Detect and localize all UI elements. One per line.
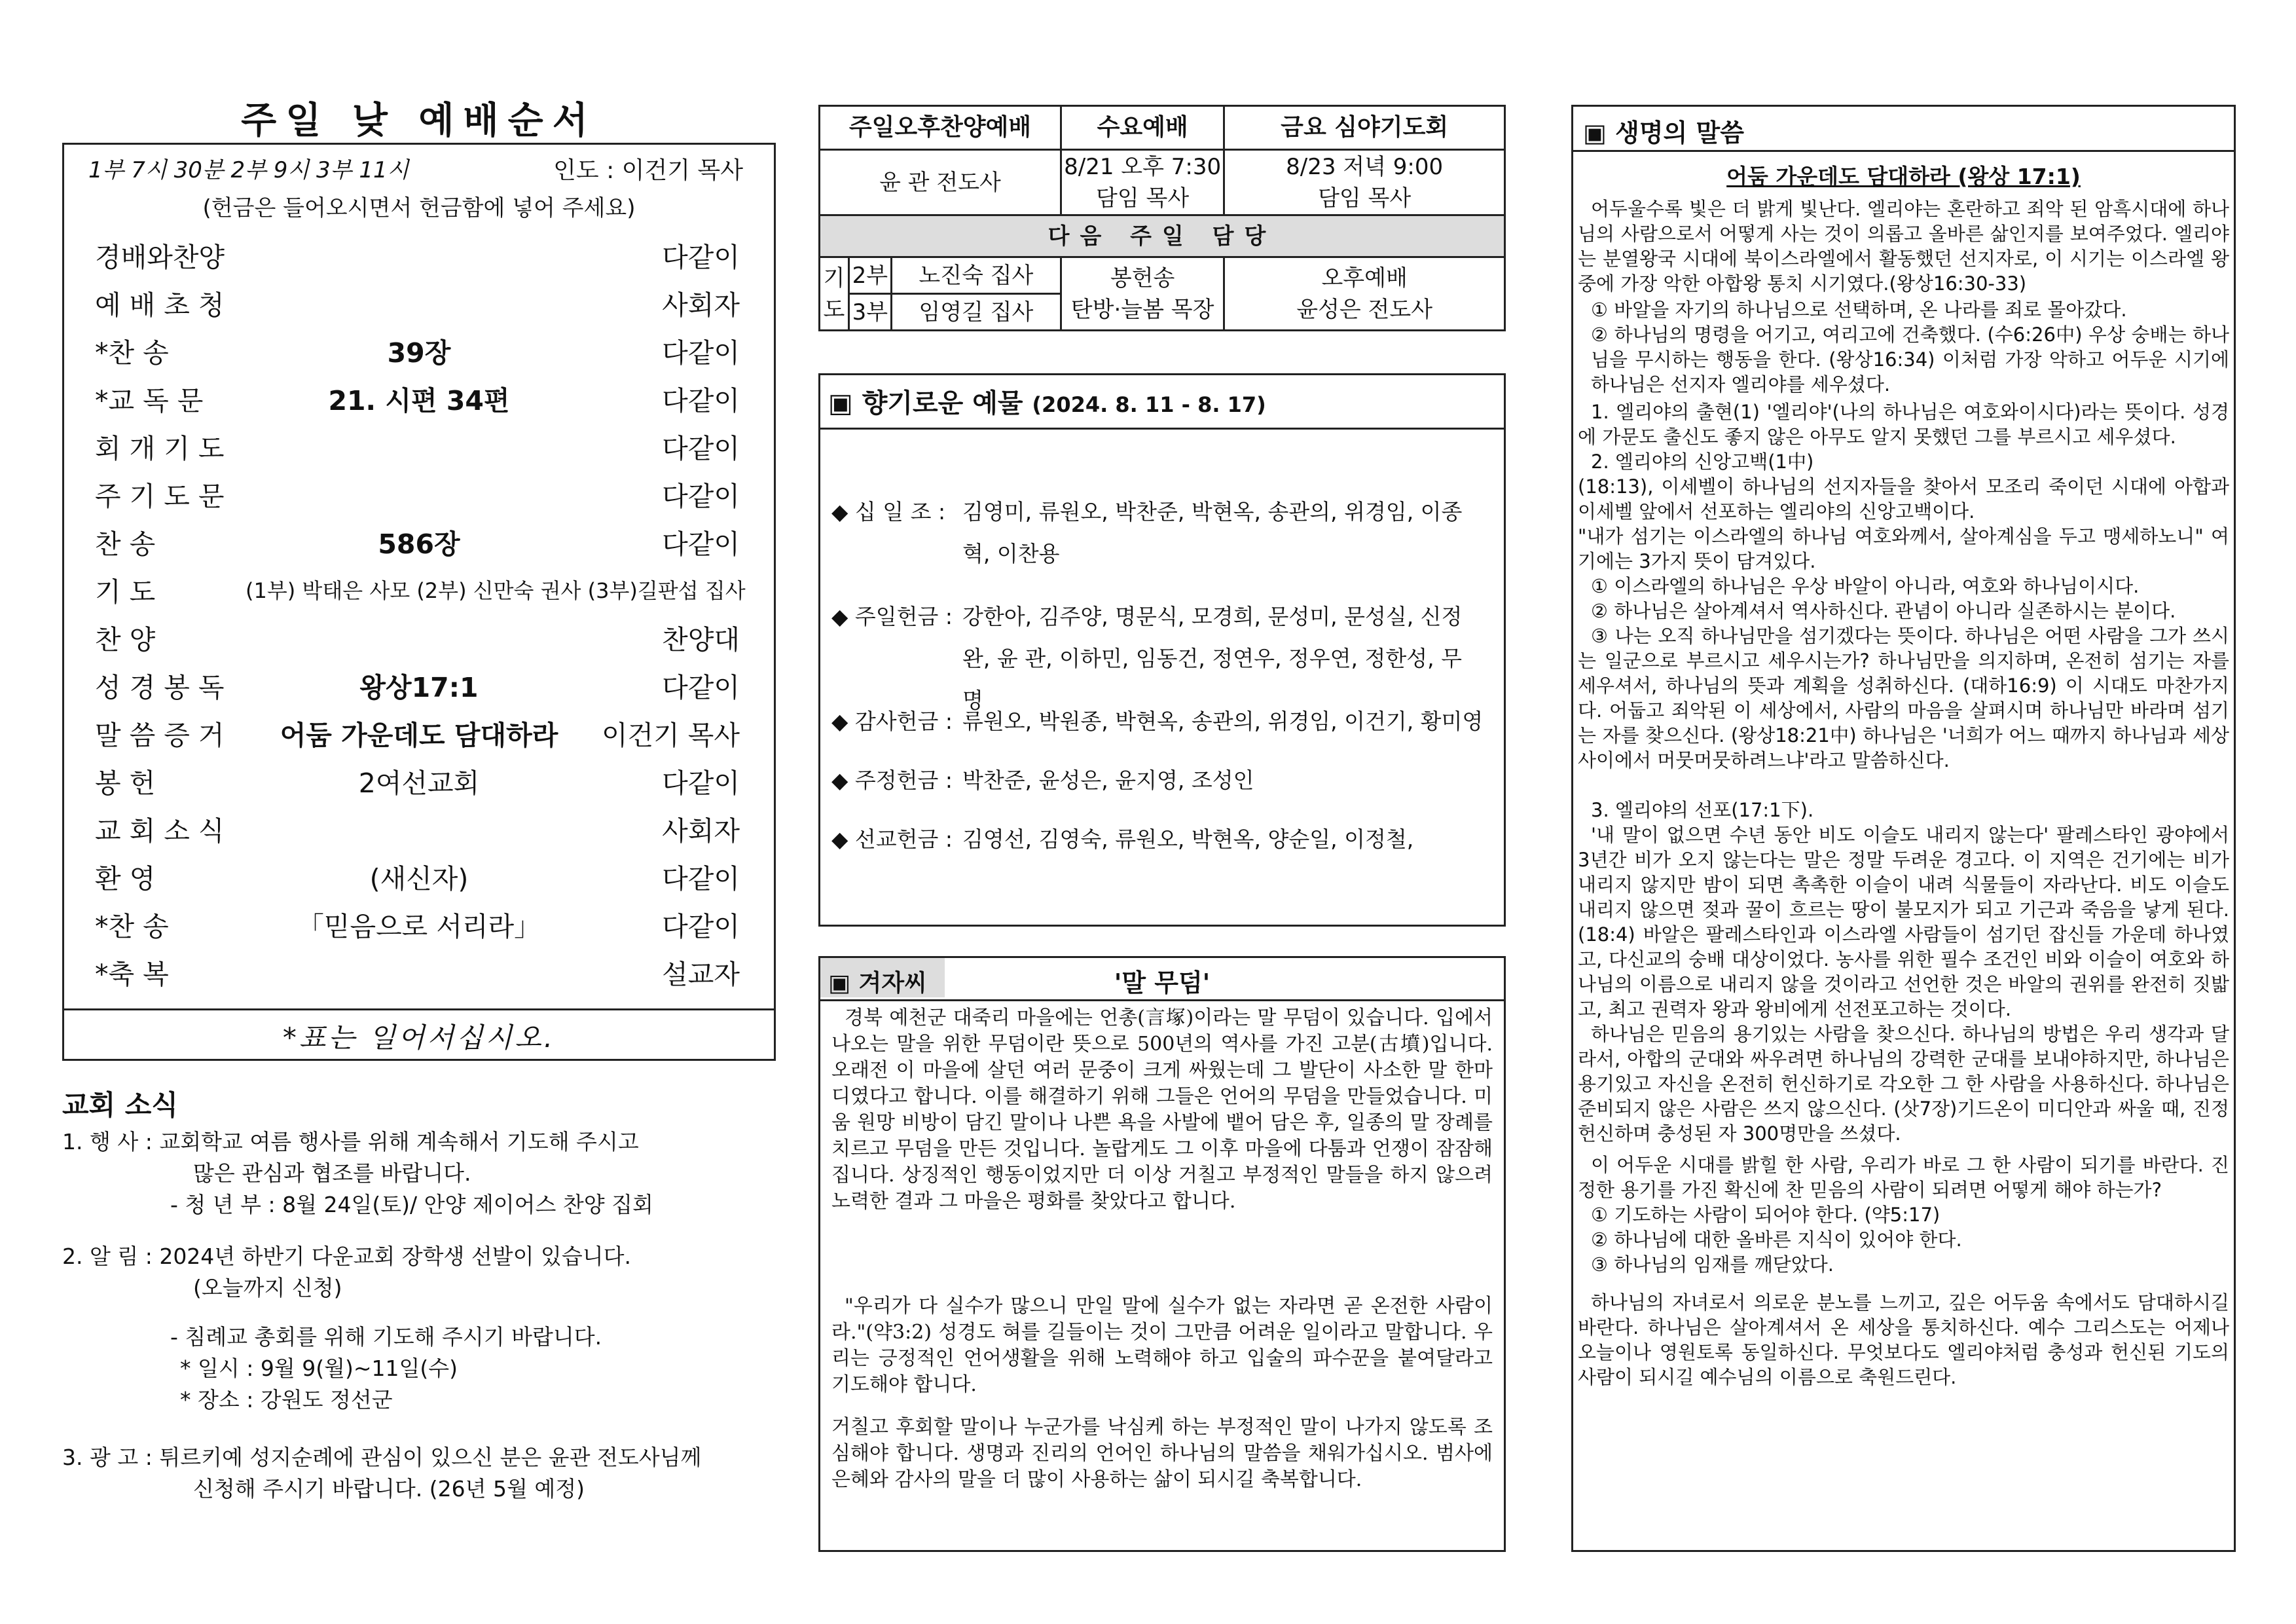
part-3-name: 임영길 집사 xyxy=(891,294,1061,331)
offering-type: ◆ 주일헌금 : xyxy=(831,604,953,629)
order-label: *축 복 xyxy=(95,959,169,990)
order-performer: 다같이 xyxy=(662,863,740,895)
church-news-title: 교회 소식 xyxy=(62,1089,178,1121)
sermon-paragraph: "내가 섬기는 이스라엘의 하나님 여호와께서, 살아계심을 두고 맹세하노니" 여기에는 3가지 뜻이 담겨있다. xyxy=(1578,525,2229,572)
order-row xyxy=(62,523,776,568)
order-performer: 사회자 xyxy=(662,815,740,847)
news-item: 많은 관심과 협조를 바랍니다. xyxy=(193,1160,471,1186)
divider xyxy=(818,999,1506,1001)
order-content: 2여선교회 xyxy=(358,767,480,799)
order-performer: 다같이 xyxy=(662,433,740,464)
wednesday-header: 수요예배 xyxy=(1061,106,1224,150)
order-label: 말 씀 증 거 xyxy=(95,720,225,751)
order-row xyxy=(62,953,776,999)
sermon-paragraph: 2. 엘리야의 신앙고백(1中) xyxy=(1591,451,1814,473)
order-label: 환 영 xyxy=(95,863,156,895)
afternoon-leader: 윤성은 전도사 xyxy=(1296,296,1433,323)
order-performer: 다같이 xyxy=(662,767,740,799)
offering-names: 박찬준, 윤성은, 윤지영, 조성인 xyxy=(962,767,1254,793)
offering-type: ◆ 감사헌금 : xyxy=(831,709,953,734)
order-row xyxy=(62,236,776,282)
offerings-period: (2024. 8. 11 - 8. 17) xyxy=(1032,392,1266,417)
mustard-seed-paragraph: 경북 예천군 대죽리 마을에는 언총(言塚)이라는 말 무덤이 있습니다. 입에서 나오는 말을 위한 무덤이란 뜻으로 500년의 역사를 가진 고분(古墳)입니다. 오래전 이 마을에 살던 여러 문중이 크게 싸웠는데 그 발단이 사소한 말 한마디였다고 합니다. 이를 해결하기 위해 그들은 언어의 무덤을 만들었습니다. 미움 원망 비방이 담긴 말이나 나쁜 욕을 사발에 뱉어 담은 후, 일종의 말 장례를 치르고 무덤을 만든 것입니다. 놀랍게도 그 이후 마을에 다툼과 언쟁이 잠잠해집니다. 상징적인 행동이었지만 더 이상 거칠고 부정적인 말들을 하지 않으려 노력한 결과 그 마을은 평화를 찾았다고 합니다. xyxy=(831,1006,1493,1213)
order-performer: 설교자 xyxy=(662,959,740,990)
order-label: 봉 헌 xyxy=(95,767,156,799)
order-performer: 다같이 xyxy=(662,528,740,560)
order-label: *찬 송 xyxy=(95,911,169,942)
sermon-paragraph: 1. 엘리야의 출현(1) '엘리야'(나의 하나님은 여호와이시다)라는 뜻이다. 성경에 가문도 출신도 좋지 않은 아무도 알지 못했던 그를 부르시고 세우셨다. xyxy=(1578,401,2229,448)
order-label: 경배와찬양 xyxy=(95,242,225,273)
news-item: 2. 알 림 : 2024년 하반기 다운교회 장학생 선발이 있습니다. xyxy=(62,1244,632,1269)
order-label: 예 배 초 청 xyxy=(95,289,225,321)
order-row xyxy=(62,475,776,521)
sermon-paragraph: ② 하나님에 대한 올바른 지식이 있어야 한다. xyxy=(1591,1228,1962,1251)
news-item: * 장소 : 강원도 정선군 xyxy=(180,1387,393,1412)
sermon-paragraph: 이 어두운 시대를 밝힐 한 사람, 우리가 바로 그 한 사람이 되기를 바란다. 진정한 용기를 가진 확신에 찬 믿음의 사람이 되려면 어떻게 해야 하는가? xyxy=(1578,1154,2229,1201)
order-row xyxy=(62,618,776,664)
order-performer: 다같이 xyxy=(662,481,740,512)
order-row xyxy=(62,379,776,425)
offering-type: ◆ 선교헌금 : xyxy=(831,826,953,852)
order-label: 찬 양 xyxy=(95,624,156,655)
order-row xyxy=(62,714,776,760)
news-item: (오늘까지 신청) xyxy=(193,1275,342,1301)
order-performer: 다같이 xyxy=(662,911,740,942)
news-item: 신청해 주시기 바랍니다. (26년 5월 예정) xyxy=(193,1476,585,1502)
order-row xyxy=(62,809,776,855)
sermon-paragraph: 3. 엘리야의 선포(17:1下). xyxy=(1591,799,1814,821)
prayer-label-1: 기 xyxy=(823,265,845,291)
offering-names: 류원오, 박원종, 박현옥, 송관의, 위경임, 이건기, 황미영 xyxy=(962,709,1484,734)
mustard-seed-title: '말 무덤' xyxy=(1114,969,1211,997)
order-label: 기 도 xyxy=(95,576,156,608)
news-item: - 침례교 총회를 위해 기도해 주시기 바랍니다. xyxy=(170,1324,602,1350)
offering-song-cell xyxy=(1061,257,1224,331)
service-leader: 인도 : 이건기 목사 xyxy=(553,157,743,184)
order-label: 성 경 봉 독 xyxy=(95,672,225,703)
mustard-seed-paragraph: 거칠고 후회할 말이나 누군가를 낙심케 하는 부정적인 말이 나가지 않도록 조심해야 합니다. 생명과 진리의 언어인 하나님의 말씀을 채워가십시오. 범사에 은혜와 감사의 말을 더 많이 사용하는 삶이 되시길 축복합니다. xyxy=(831,1416,1493,1491)
afternoon-cell xyxy=(1224,257,1505,331)
order-content: 「믿음으로 서리라」 xyxy=(297,911,541,942)
friday-time: 8/23 저녁 9:00 xyxy=(1286,153,1444,180)
order-performer: 이건기 목사 xyxy=(601,720,740,751)
friday-info xyxy=(1224,150,1505,215)
friday-header: 금요 심야기도회 xyxy=(1224,106,1505,150)
order-row xyxy=(62,905,776,951)
friday-leader: 담임 목사 xyxy=(1318,185,1412,212)
sermon-heading: 어둠 가운데도 담대하라 (왕상 17:1) xyxy=(1726,164,2081,189)
order-performer: 사회자 xyxy=(662,289,740,321)
prayer-cell xyxy=(820,257,849,331)
order-content: 586장 xyxy=(378,528,460,560)
sermon-paragraph: ② 하나님의 명령을 어기고, 여리고에 건축했다. (수6:26中) 우상 숭배는 하나님을 무시하는 행동을 한다. (왕상16:34) 이처럼 가장 악하고 어두운 시기에 하나님은 선지자 엘리야를 세우셨다. xyxy=(1591,323,2229,396)
offering-song-label: 봉헌송 xyxy=(1110,265,1175,291)
part-2-name: 노진숙 집사 xyxy=(891,257,1061,294)
offerings-title: ▣ 향기로운 예물 xyxy=(828,388,1023,418)
sunday-afternoon-leader: 윤 관 전도사 xyxy=(820,150,1061,215)
news-item: - 청 년 부 : 8월 24일(토)/ 안양 제이어스 찬양 집회 xyxy=(170,1192,653,1217)
offering-names: 김영미, 류원오, 박찬준, 박현옥, 송관의, 위경임, 이종혁, 이찬용 xyxy=(962,499,1463,566)
offering-song-group: 탄방·늘봄 목장 xyxy=(1070,296,1214,323)
news-item: 1. 행 사 : 교회학교 여름 행사를 위해 계속해서 기도해 주시고 xyxy=(62,1129,639,1154)
sermon-paragraph: ① 기도하는 사람이 되어야 한다. (약5:17) xyxy=(1591,1204,1941,1226)
news-item: 3. 광 고 : 튀르키예 성지순례에 관심이 있으신 분은 윤관 전도사님께 xyxy=(62,1445,702,1470)
offering-type: ◆ 십 일 조 : xyxy=(831,499,946,525)
sermon-paragraph: 하나님의 자녀로서 의로운 분노를 느끼고, 깊은 어두움 속에서도 담대하시길 바란다. 하나님은 살아계셔서 온 세상을 통치하신다. 예수 그리스도는 어제나 오늘이나 영원토록 동일하신다. 무엇보다도 엘리야처럼 충성과 헌신된 기도의 사람이 되시길 예수님의 이름으로 축원드린다. xyxy=(1578,1291,2229,1388)
offerings-header xyxy=(818,373,1506,430)
offering-type: ◆ 주정헌금 : xyxy=(831,767,953,793)
order-performer: 다같이 xyxy=(662,242,740,273)
order-label: *교 독 문 xyxy=(95,385,204,416)
order-label: 교 회 소 식 xyxy=(95,815,225,847)
divider xyxy=(62,1008,776,1010)
sermon-paragraph: ① 이스라엘의 하나님은 우상 바알이 아니라, 여호와 하나님이시다. xyxy=(1591,575,2140,597)
order-content: 왕상17:1 xyxy=(359,672,479,703)
order-row xyxy=(62,666,776,712)
sermon-paragraph: (18:13), 이세벨이 하나님의 선지자들을 찾아서 모조리 죽이던 시대에 아합과 이세벨 앞에서 선포하는 엘리야의 신앙고백이다. xyxy=(1578,475,2229,523)
mustard-seed-tag: ▣ 겨자씨 xyxy=(820,958,945,997)
sermon-paragraph: ② 하나님은 살아계셔서 역사하신다. 관념이 아니라 실존하시는 분이다. xyxy=(1591,600,2176,622)
wednesday-time: 8/21 오후 7:30 xyxy=(1064,153,1222,180)
offering-names: 강한아, 김주양, 명문식, 모경희, 문성미, 문성실, 신정완, 윤 관, 이하민, 임동건, 정연우, 정우연, 정한성, 무 명 xyxy=(962,604,1463,713)
sermon-paragraph: ① 바알을 자기의 하나님으로 선택하며, 온 나라를 죄로 몰아갔다. xyxy=(1591,299,2127,321)
sermon-title: 어둠 가운데도 담대하라 xyxy=(280,720,558,751)
order-row xyxy=(62,570,776,616)
schedule-table xyxy=(818,105,1506,331)
afternoon-label: 오후예배 xyxy=(1321,265,1408,291)
order-performer: 찬양대 xyxy=(662,624,740,655)
next-week-header: 다음 주일 담당 xyxy=(820,215,1505,257)
order-content: 21. 시편 34편 xyxy=(328,385,510,416)
sermon-paragraph: '내 말이 없으면 수년 동안 비도 이슬도 내리지 않는다' 팔레스타인 광야에서 3년간 비가 오지 않는다는 말은 정말 두려운 경고다. 이 지역은 건기에는 비가 내리지 않지만 밤이 되면 촉촉한 이슬이 내려 식물들이 자라난다. 비도 이슬도 내리지 않으면 젖과 꿀이 흐르는 땅이 불모지가 되고 기근과 죽음을 낳게 된다. (18:4) 바알은 팔레스타인과 이스라엘 사람들이 섬기던 잡신들 가운데 하나였고, 다신교의 숭배 대상이었다. 농사를 위한 필수 조건인 비와 이슬이 여호와 하나님의 이름으로 내리지 않을 것이라고 선언한 것은 바알의 권위를 완전히 짓밟고, 최고 권력자 왕과 왕비에게 선전포고하는 것이다. xyxy=(1578,824,2229,1020)
order-label: 회 개 기 도 xyxy=(95,433,225,464)
sermon-paragraph: ③ 나는 오직 하나님만을 섬기겠다는 뜻이다. 하나님은 어떤 사람을 그가 쓰시는 일군으로 부르시고 세우시는가? 하나님만을 의지하며, 온전히 섬기는 자를 세우셔서, 하나님의 뜻과 계획을 성취하신다. (대하16:9) 이 시대도 마찬가지다. 어둡고 죄악된 이 세상에서, 사람의 마음을 살펴시며 하나님만 바라며 섬기는 자를 찾으신다. (왕상18:21中) 하나님은 '너희가 어느 때까지 하나님과 세상 사이에서 머뭇머뭇하려느냐'라고 말씀하신다. xyxy=(1578,625,2229,771)
standing-note: *표는 일어서십시오. xyxy=(282,1022,556,1054)
prayer-leaders: (1부) 박태은 사모 (2부) 신만숙 권사 (3부)길판섭 집사 xyxy=(246,578,746,603)
mustard-seed-paragraph: "우리가 다 실수가 많으니 만일 말에 실수가 없는 자라면 곧 온전한 사람이라."(약3:2) 성경도 혀를 길들이는 것이 그만큼 어려운 일이라고 말합니다. 우리는 긍정적인 언어생활을 위해 노력해야 하고 입술의 파수꾼을 붙여달라고 기도해야 합니다. xyxy=(831,1295,1493,1396)
sunday-afternoon-header: 주일오후찬양예배 xyxy=(820,106,1061,150)
part-2: 2부 xyxy=(848,257,891,294)
wednesday-leader: 담임 목사 xyxy=(1096,185,1190,212)
prayer-label-2: 도 xyxy=(823,296,845,323)
order-performer: 다같이 xyxy=(662,385,740,416)
offering-names: 김영선, 김영숙, 류원오, 박현옥, 양순일, 이정철, xyxy=(962,826,1414,852)
order-row xyxy=(62,331,776,377)
order-row xyxy=(62,427,776,473)
order-content: 39장 xyxy=(387,337,451,369)
offering-note: (헌금은 들어오시면서 헌금함에 넣어 주세요) xyxy=(202,195,636,221)
service-times: 1부 7시 30분 2부 9시 3부 11시 xyxy=(88,157,409,183)
wednesday-info xyxy=(1061,150,1224,215)
part-3: 3부 xyxy=(848,294,891,331)
worship-order-title: 주일 낮 예배순서 xyxy=(241,100,597,142)
news-item: * 일시 : 9월 9(월)~11일(수) xyxy=(180,1356,458,1381)
order-row xyxy=(62,857,776,903)
order-row xyxy=(62,284,776,329)
order-performer: 다같이 xyxy=(662,337,740,369)
word-of-life-header: ▣ 생명의 말씀 xyxy=(1571,105,2236,152)
order-label: 찬 송 xyxy=(95,528,156,560)
sermon-paragraph: 하나님은 믿음의 용기있는 사람을 찾으신다. 하나님의 방법은 우리 생각과 달라서, 아합의 군대와 싸우려면 하나님의 강력한 군대를 보내야하지만, 하나님은 용기있고 자신을 온전히 헌신하기로 각오한 그 한 사람을 사용하신다. 하나님은 준비되지 않은 사람은 쓰지 않으신다. (삿7장)기드온이 미디안과 싸울 때, 진정 헌신하며 충성된 자 300명만을 쓰셨다. xyxy=(1578,1023,2229,1145)
order-label: *찬 송 xyxy=(95,337,169,369)
order-content: (새신자) xyxy=(369,863,469,895)
order-performer: 다같이 xyxy=(662,672,740,703)
sermon-paragraph: ③ 하나님의 임재를 깨닫았다. xyxy=(1591,1253,1834,1276)
order-label: 주 기 도 문 xyxy=(95,481,225,512)
order-row xyxy=(62,762,776,807)
sermon-paragraph: 어두울수록 빛은 더 밝게 빛난다. 엘리야는 혼란하고 죄악 된 암흑시대에 하나님의 사람으로서 어떻게 사는 것이 의롭고 올바른 삶인지를 보여주었다. 엘리야는 분열왕국 시대에 북이스라엘에서 활동했던 선지자로, 이 시기는 이스라엘 왕 중에 가장 악한 아합왕 통치 시기였다.(왕상16:30-33) xyxy=(1578,198,2229,295)
